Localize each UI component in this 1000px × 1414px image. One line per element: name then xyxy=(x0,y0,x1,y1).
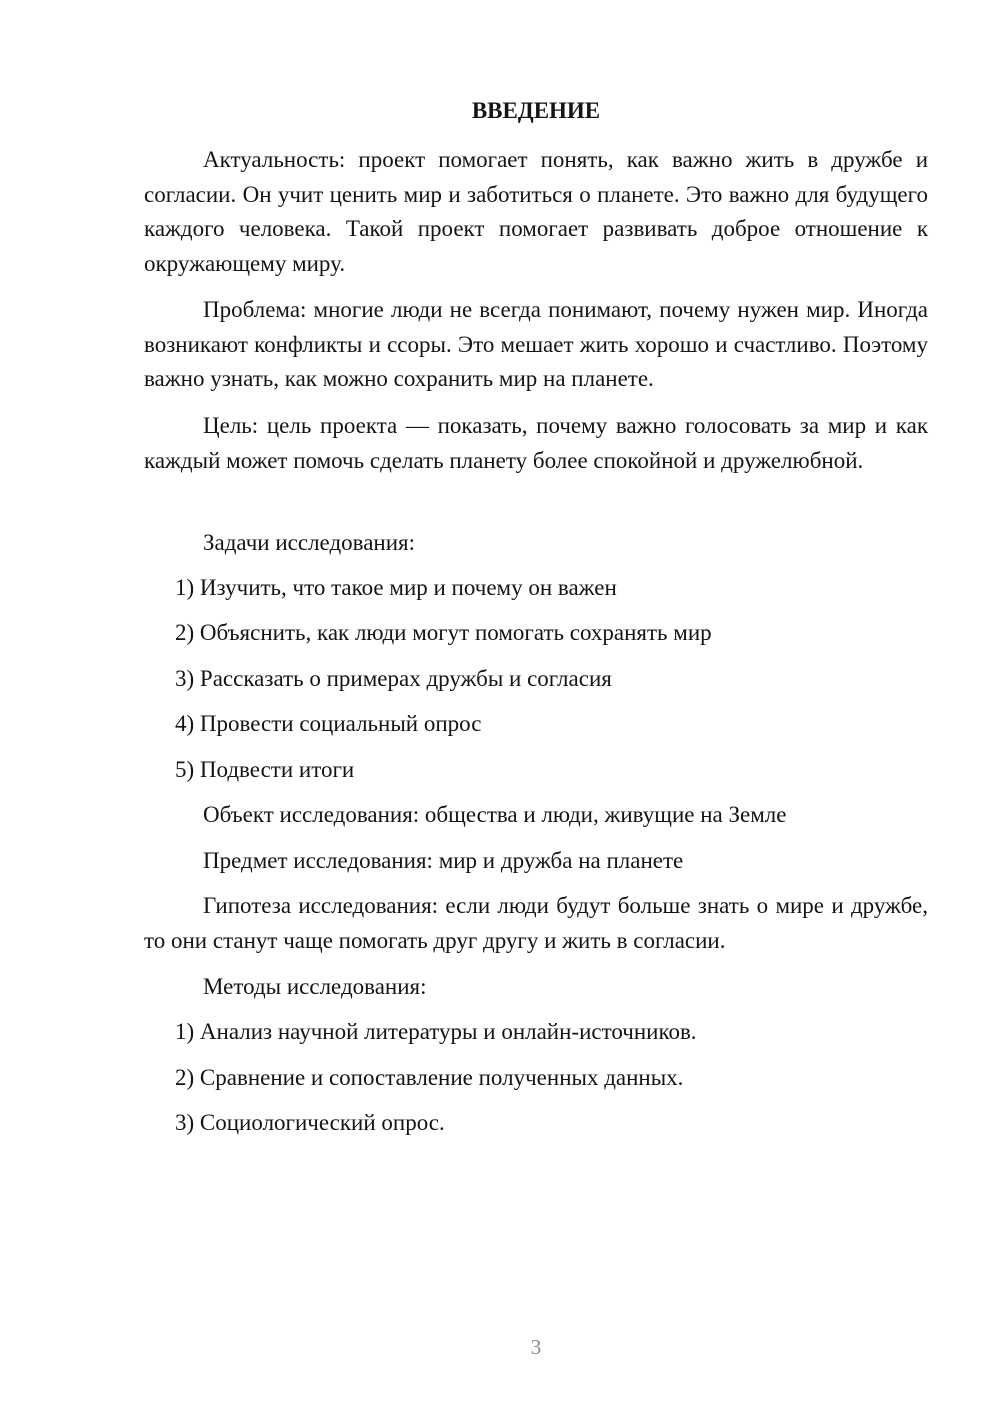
list-item: 1) Анализ научной литературы и онлайн-источников. xyxy=(175,1019,697,1044)
methods-heading: Методы исследования: xyxy=(203,974,427,999)
problem-paragraph: Проблема: многие люди не всегда понимают, почему нужен мир. Иногда возникают конфликты и ссоры. Это мешает жить хорошо и счастливо. Поэтому важно узнать, как можно сохранить мир на планете. xyxy=(144,297,928,391)
page-title: ВВЕДЕНИЕ xyxy=(471,98,601,123)
list-item: 2) Объяснить, как люди могут помогать сохранять мир xyxy=(175,620,712,645)
list-item: 3) Социологический опрос. xyxy=(175,1110,445,1135)
list-item: 1) Изучить, что такое мир и почему он важен xyxy=(175,575,617,600)
list-item: 3) Рассказать о примерах дружбы и согласия xyxy=(175,666,612,691)
list-item: 5) Подвести итоги xyxy=(175,757,355,782)
hypothesis-paragraph: Гипотеза исследования: если люди будут больше знать о мире и дружбе, то они станут чаще помогать друг другу и жить в согласии. xyxy=(144,893,928,953)
goal-paragraph: Цель: цель проекта — показать, почему важно голосовать за мир и как каждый может помочь сделать планету более спокойной и дружелюбной. xyxy=(144,413,928,473)
list-item: 2) Сравнение и сопоставление полученных данных. xyxy=(175,1065,684,1090)
page-number: 3 xyxy=(530,1335,542,1359)
research-object: Объект исследования: общества и люди, живущие на Земле xyxy=(203,802,787,827)
list-item: 4) Провести социальный опрос xyxy=(175,711,482,736)
relevance-paragraph: Актуальность: проект помогает понять, как важно жить в дружбе и согласии. Он учит ценить мир и заботиться о планете. Это важно для будущего каждого человека. Такой проект помогает развивать доброе отношение к окружающему миру. xyxy=(144,147,928,276)
research-subject: Предмет исследования: мир и дружба на планете xyxy=(203,848,684,873)
tasks-heading: Задачи исследования: xyxy=(203,530,416,555)
